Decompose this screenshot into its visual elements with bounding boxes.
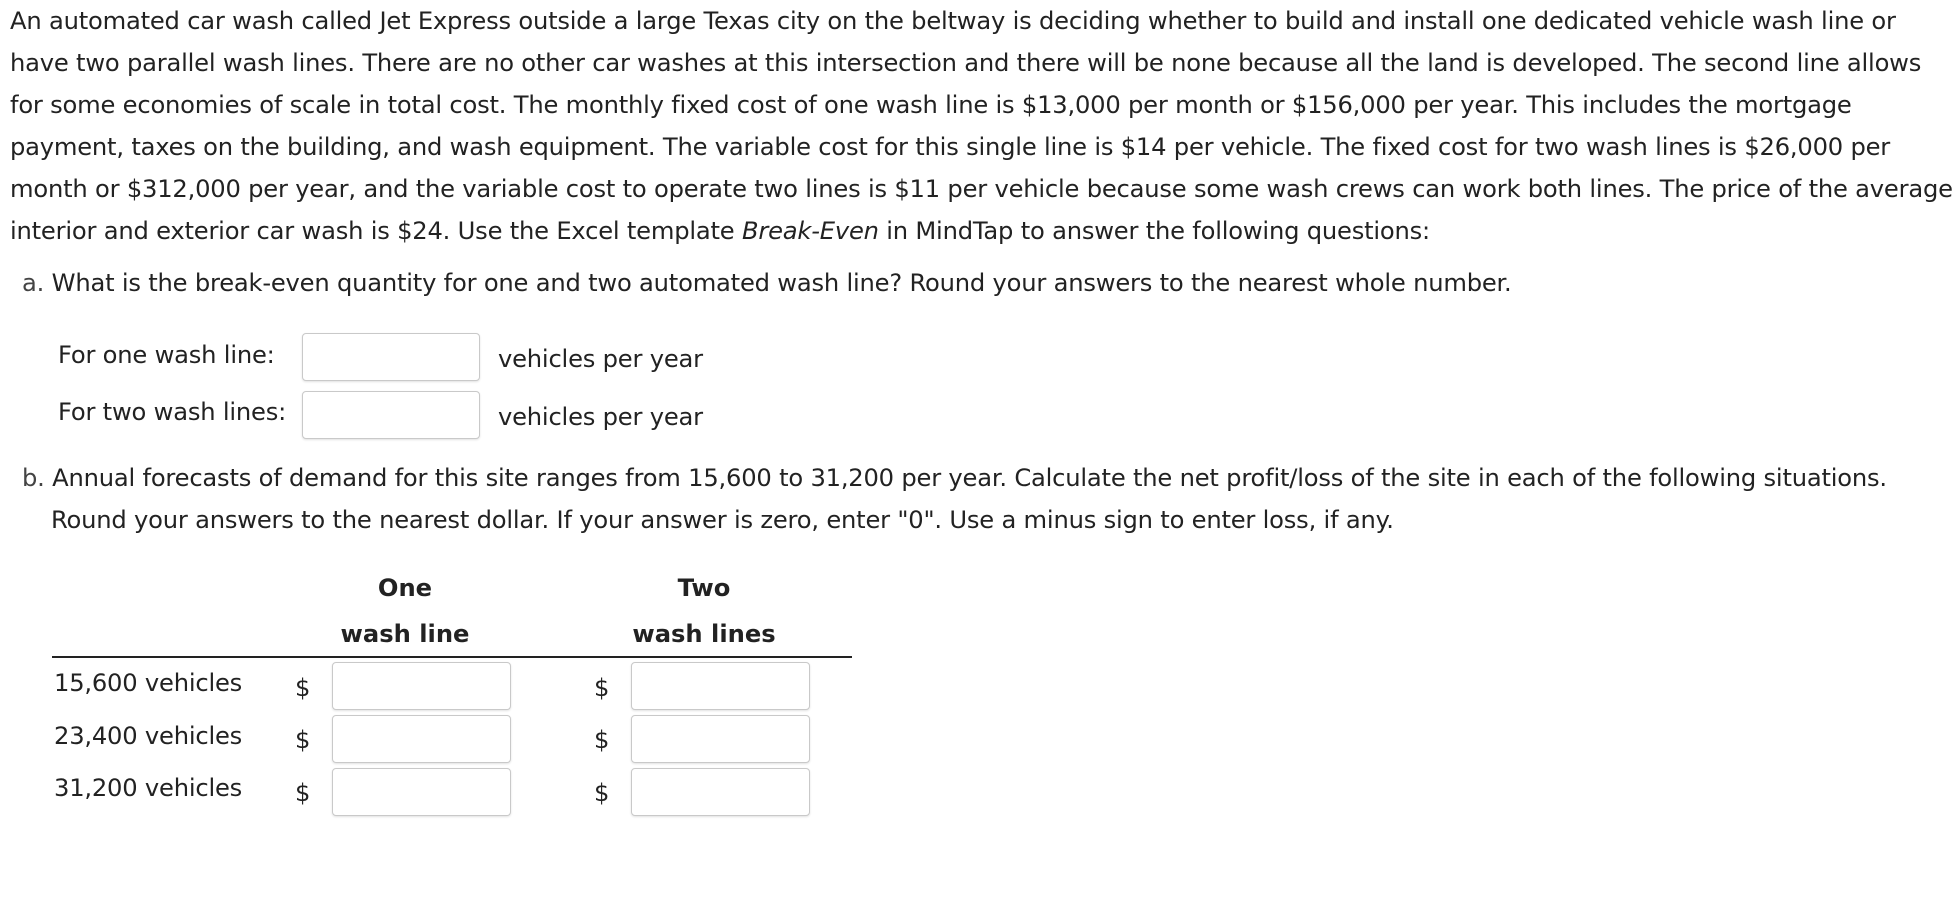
dollar-sign: $: [594, 674, 610, 702]
question-a: [22, 262, 1512, 304]
dollar-sign: $: [295, 674, 311, 702]
profit-15600-one-line-input[interactable]: [332, 662, 511, 710]
profit-23400-two-lines-input[interactable]: [631, 715, 810, 763]
question-b-text-1: Annual forecasts of demand for this site ranges from 15,600 to 31,200 per year. Calculate the net profit/loss of the site in each of the following situations.: [44, 464, 1887, 492]
profit-23400-one-line-input[interactable]: [332, 715, 511, 763]
dollar-sign: $: [295, 726, 311, 754]
problem-statement: [10, 0, 1955, 252]
profit-15600-two-lines-input[interactable]: [631, 662, 810, 710]
col-two-head-line1: Two: [677, 574, 731, 602]
col-one-head-line1: One: [377, 574, 433, 602]
profit-31200-one-line-input[interactable]: [332, 768, 511, 816]
one-wash-line-units: vehicles per year: [498, 345, 703, 373]
dollar-sign: $: [594, 726, 610, 754]
dollar-sign: $: [594, 779, 610, 807]
template-name: Break-Even: [741, 217, 879, 245]
problem-text-2: in MindTap to answer the following questions:: [878, 217, 1430, 245]
question-a-letter: a.: [22, 269, 45, 297]
row-label-15600: 15,600 vehicles: [54, 669, 243, 697]
two-wash-lines-label: For two wash lines:: [58, 398, 287, 426]
dollar-sign: $: [295, 779, 311, 807]
col-two-head-line2: wash lines: [632, 620, 776, 648]
problem-text-1: An automated car wash called Jet Express outside a large Texas city on the beltway is deciding whether to build and install one dedicated vehicle wash line or have two parallel wash lines. There are no other car washes at this intersection and there will be none because all the land is developed. The second line allows for some economies of scale in total cost. The monthly fixed cost of one wash line is $13,000 per month or $156,000 per year. This includes the mortgage payment, taxes on the building, and wash equipment. The variable cost for this single line is $14 per vehicle. The fixed cost for two wash lines is $26,000 per month or $312,000 per year, and the variable cost to operate two lines is $11 per vehicle because some wash crews can work both lines. The price of the average interior and exterior car wash is $24. Use the Excel template: [10, 7, 1953, 245]
row-label-31200: 31,200 vehicles: [54, 774, 243, 802]
col-one-head-line2: wash line: [340, 620, 470, 648]
question-a-text: What is the break-even quantity for one and two automated wash line? Round your answers to the nearest whole number.: [44, 269, 1512, 297]
two-wash-lines-units: vehicles per year: [498, 403, 703, 431]
question-b: [22, 457, 1958, 541]
breakeven-one-line-input[interactable]: [302, 333, 480, 381]
row-label-23400: 23,400 vehicles: [54, 722, 243, 750]
profit-31200-two-lines-input[interactable]: [631, 768, 810, 816]
breakeven-two-lines-input[interactable]: [302, 391, 480, 439]
one-wash-line-label: For one wash line:: [58, 341, 275, 369]
table-header-rule: [52, 656, 852, 658]
question-b-letter: b.: [22, 464, 45, 492]
question-b-text-2: Round your answers to the nearest dollar. If your answer is zero, enter "0". Use a minus sign to enter loss, if any.: [51, 506, 1394, 534]
